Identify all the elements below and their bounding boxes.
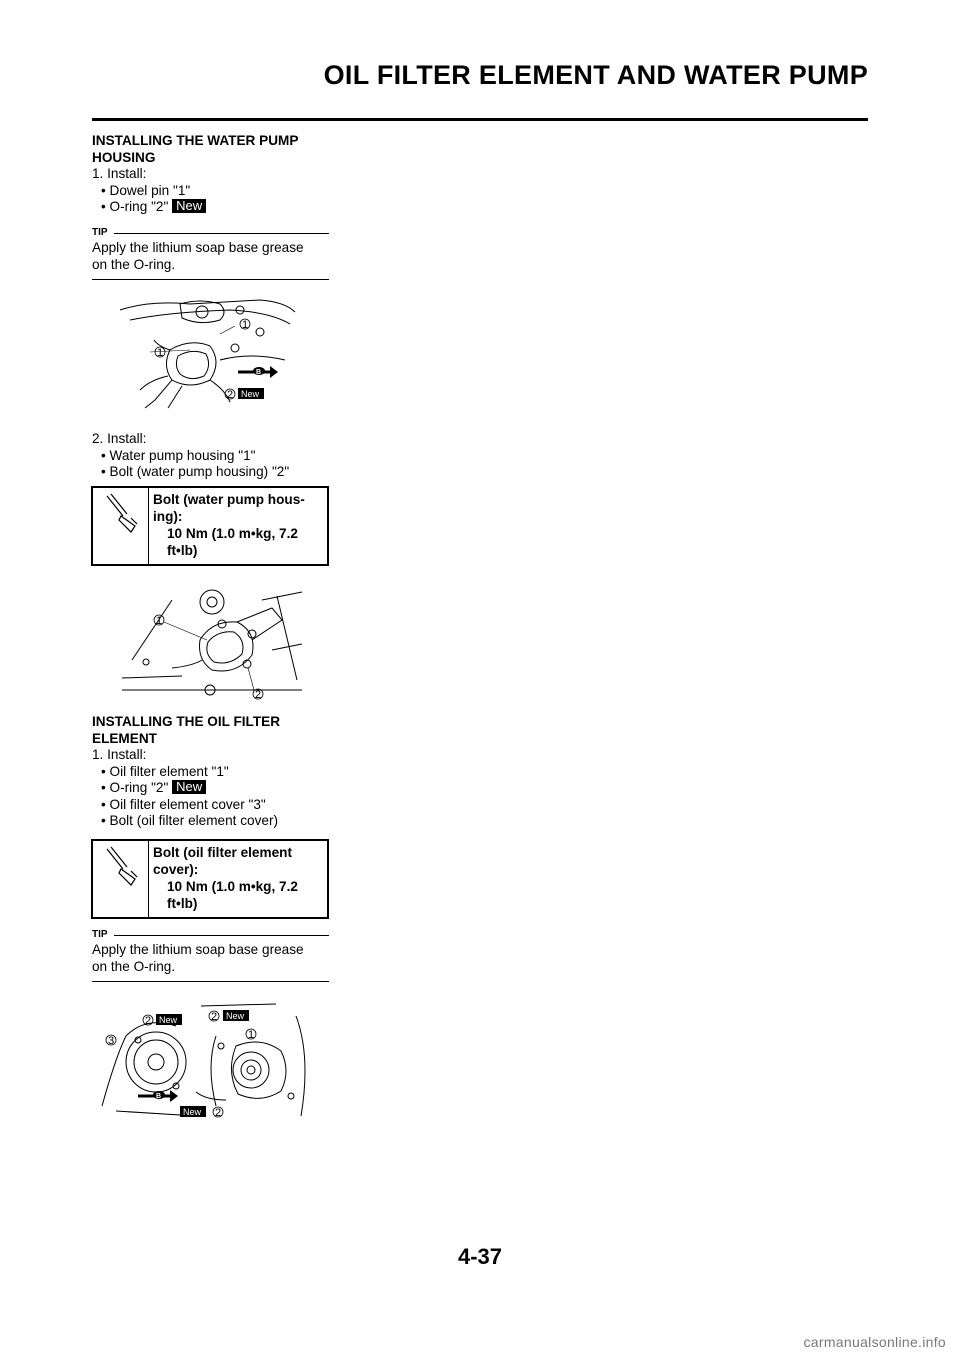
callout-2: 2 <box>227 389 234 401</box>
bullet-oil-filter: • Oil filter element "1" <box>101 763 229 779</box>
tip-divider <box>114 935 329 936</box>
spec-label: Bolt (water pump hous- <box>153 492 305 507</box>
page-number: 4-37 <box>457 1244 503 1269</box>
page-title: OIL FILTER ELEMENT AND WATER PUMP <box>323 60 868 90</box>
callout-1b: 1 <box>157 347 164 359</box>
spec-text <box>149 488 327 564</box>
new-badge: New <box>172 199 206 213</box>
bullet-cover-bolt: • Bolt (oil filter element cover) <box>101 813 279 828</box>
figure-water-pump-o-ring <box>110 290 310 420</box>
figure-oil-filter <box>96 996 328 1126</box>
spec-text <box>149 841 327 917</box>
footer-watermark: carmanualsonline.info <box>803 1334 946 1350</box>
section-oil-filter <box>92 714 330 830</box>
torque-wrench-icon <box>93 841 149 917</box>
tip-bottom-rule <box>92 981 329 982</box>
tip-text-cont: on the O-ring. <box>92 256 176 272</box>
spec-value-cont: ft•lb) <box>167 896 198 911</box>
tip-divider <box>114 233 329 234</box>
tip-label: TIP <box>92 929 108 940</box>
step-2-block <box>92 431 330 481</box>
title-rule <box>92 118 868 121</box>
tip-label: TIP <box>92 227 108 238</box>
tip-header <box>92 930 329 942</box>
tip-text-cont: on the O-ring. <box>92 958 176 974</box>
spec-label: Bolt (oil filter element <box>153 845 292 860</box>
figure-new-badge: New <box>159 1015 178 1025</box>
spec-value: 10 Nm (1.0 m•kg, 7.2 <box>167 526 298 541</box>
tip-header <box>92 228 329 240</box>
tip-box <box>92 930 329 982</box>
section-heading: INSTALLING THE WATER PUMP <box>92 133 299 148</box>
callout-1: 1 <box>242 319 249 331</box>
bullet-o-ring-text: • O-ring "2" <box>101 199 169 214</box>
bullet-cover: • Oil filter element cover "3" <box>101 796 266 812</box>
tip-box <box>92 228 329 280</box>
torque-wrench-icon <box>93 488 149 564</box>
step-2: 2. Install: <box>92 431 147 446</box>
figure-new-badge-b: New <box>226 1011 245 1021</box>
grease-applicator-icon <box>238 366 278 378</box>
spec-value: 10 Nm (1.0 m•kg, 7.2 <box>167 879 298 894</box>
bullet-bolt: • Bolt (water pump housing) "2" <box>101 464 290 479</box>
section-heading-cont: ELEMENT <box>92 730 157 746</box>
callout-o-ring: 2 <box>145 1015 152 1027</box>
torque-spec-box <box>91 486 329 566</box>
new-badge: New <box>172 780 206 794</box>
grease-letter: B <box>256 369 262 376</box>
section-heading: INSTALLING THE OIL FILTER <box>92 714 281 729</box>
section-heading-cont: HOUSING <box>92 149 156 165</box>
step-1: 1. Install: <box>92 166 147 181</box>
figure-water-pump-housing <box>112 580 312 700</box>
spec-label-cont: ing): <box>153 509 183 524</box>
callout-o-ring-c: 2 <box>215 1107 222 1119</box>
tip-text: Apply the lithium soap base grease <box>92 240 304 255</box>
callout-bolt: 2 <box>255 689 262 700</box>
grease-applicator-icon <box>138 1090 178 1102</box>
callout-cover: 3 <box>108 1035 115 1047</box>
bullet-o-ring <box>92 199 330 216</box>
figure-new-badge-c: New <box>183 1107 202 1117</box>
bullet-housing: • Water pump housing "1" <box>101 447 256 463</box>
callout-housing: 1 <box>156 615 163 627</box>
tip-text: Apply the lithium soap base grease <box>92 942 304 957</box>
step-1: 1. Install: <box>92 747 147 762</box>
figure-new-badge: New <box>241 389 260 399</box>
callout-filter: 1 <box>248 1029 255 1041</box>
spec-label-cont: cover): <box>153 862 199 877</box>
torque-spec-box <box>91 839 329 919</box>
section-water-pump <box>92 133 330 216</box>
bullet-o-ring <box>92 780 330 797</box>
bullet-o-ring-text: • O-ring "2" <box>101 780 169 795</box>
callout-o-ring-b: 2 <box>211 1011 218 1023</box>
spec-value-cont: ft•lb) <box>167 543 198 558</box>
bullet-dowel-pin: • Dowel pin "1" <box>101 182 191 198</box>
grease-letter: B <box>156 1093 162 1100</box>
tip-bottom-rule <box>92 279 329 280</box>
